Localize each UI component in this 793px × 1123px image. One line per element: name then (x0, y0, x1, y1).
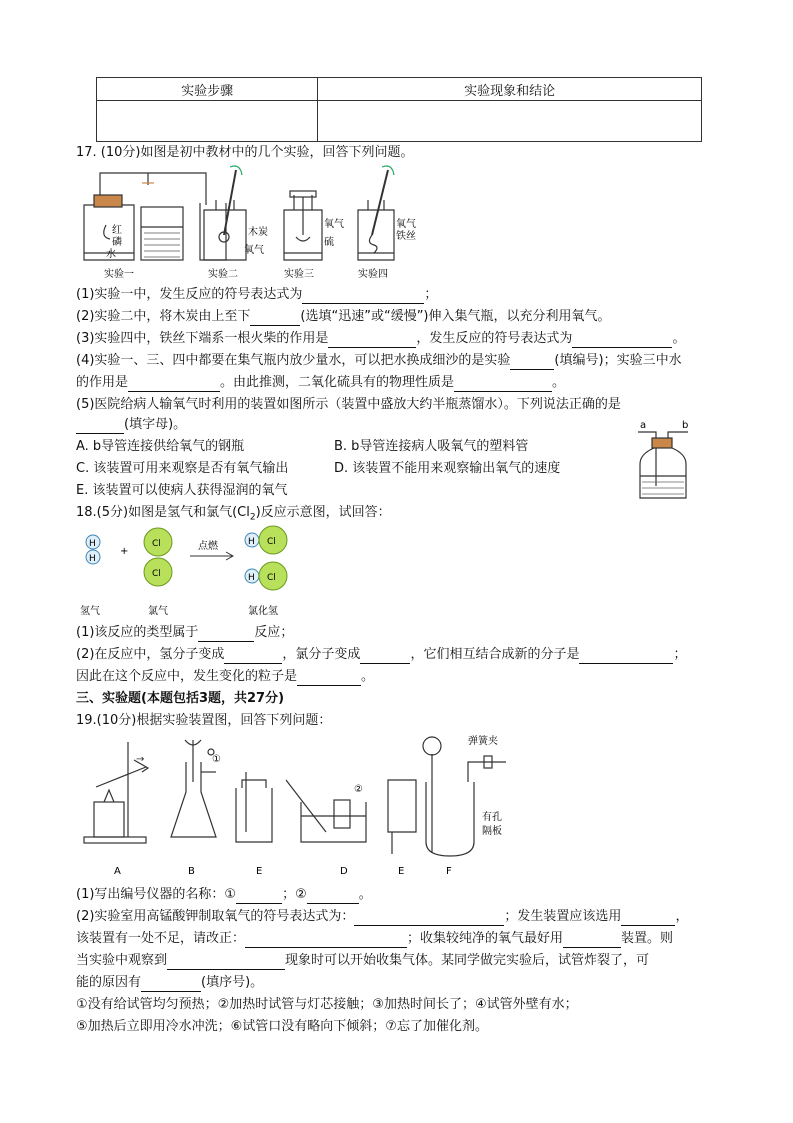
blank-q18-2a[interactable] (224, 649, 282, 664)
tube-b-label: b (682, 420, 689, 431)
instrument-mark-2: ② (354, 784, 363, 795)
q18-part3: 因此在这个反应中，发生变化的粒子是 。 (76, 669, 375, 684)
q19-part2: (2)实验室用高锰酸钾制取氧气的符号表达式为： ；发生装置应该选用 ， (76, 909, 689, 924)
q18-reaction-figure (76, 524, 316, 620)
svg-text:Cl: Cl (152, 569, 161, 579)
label-chlorine: 氯气 (148, 606, 168, 617)
q19-part4: 当实验中观察到 现象时可以开始收集气体。某同学做完实验后，试管炸裂了，可 (76, 953, 650, 968)
label-apparatus-d: D (340, 866, 348, 877)
svg-text:Cl: Cl (152, 539, 161, 549)
apparatus-b (171, 740, 216, 837)
blank-q19-1b[interactable] (307, 889, 359, 904)
steps-table (96, 77, 702, 142)
q17-option-e: E. 该装置可以使病人获得湿润的氧气 (76, 483, 288, 498)
table-header-observations: 实验现象和结论 (318, 78, 702, 101)
q19-part3: 该装置有一处不足，请改正： ；收集较纯净的氧气最好用 装置。则 (76, 931, 674, 946)
hydrogen-chloride-molecules (245, 526, 287, 590)
caption-experiment3: 实验三 (284, 269, 314, 280)
exp1-label-water: 水 (106, 249, 116, 260)
blank-q17-1[interactable] (302, 289, 424, 304)
blank-q19-3a[interactable] (245, 933, 407, 948)
q17-option-c: C. 该装置可用来观察是否有氧气输出 (76, 461, 289, 476)
q18-part2: (2)在反应中，氢分子变成 ，氯分子变成 ，它们相互结合成新的分子是 ； (76, 647, 687, 662)
svg-text:Cl: Cl (267, 537, 276, 547)
table-header-steps: 实验步骤 (97, 78, 318, 101)
ignition-label: 点燃 (198, 541, 218, 552)
svg-text:H: H (89, 539, 96, 549)
experiment2-apparatus (204, 166, 246, 260)
label-spring-clamp: 弹簧夹 (468, 736, 498, 747)
q17-option-d: D. 该装置不能用来观察输出氧气的速度 (334, 461, 561, 476)
label-apparatus-c: E (256, 866, 263, 877)
apparatus-e-gas-jar (388, 780, 416, 854)
caption-experiment1: 实验一 (104, 269, 134, 280)
exp3-label-sulfur: 硫 (324, 237, 334, 248)
table-cell-steps (97, 101, 318, 142)
exp2-label-charcoal: 木炭 (248, 227, 268, 238)
q17-part5-cont: (填字母)。 (76, 416, 186, 434)
svg-text:H: H (248, 537, 255, 547)
instrument-mark-1: ① (212, 754, 221, 765)
blank-q17-4b[interactable] (128, 377, 220, 392)
blank-q17-3b[interactable] (572, 333, 672, 348)
q19-reasons-1: ①没有给试管均匀预热；②加热时试管与灯芯接触；③加热时间长了；④试管外壁有水； (76, 997, 578, 1012)
caption-experiment2: 实验二 (208, 269, 238, 280)
q17-part1: (1)实验一中，发生反应的符号表达式为 ； (76, 287, 438, 302)
exp2-label-oxygen: 氧气 (244, 245, 264, 256)
blank-q17-4c[interactable] (454, 377, 552, 392)
experiment1-apparatus (84, 173, 226, 260)
exp3-label-oxygen: 氧气 (324, 219, 344, 230)
q17-part5: (5)医院给病人输氧气时利用的装置如图所示（装置中盛放大约半瓶蒸馏水）。下列说法正确的是 (76, 397, 621, 412)
q17-option-a: A. b导管连接供给氧气的钢瓶 (76, 439, 245, 454)
exp1-label-red: 红 (112, 225, 122, 236)
exp1-label-phosphorus: 磷 (112, 237, 122, 248)
section3-title: 三、实验题(本题包括3题，共27分) (76, 691, 285, 706)
label-hydrogen: 氢气 (80, 606, 100, 617)
blank-q18-1[interactable] (198, 627, 254, 642)
plus-sign: + (120, 546, 129, 557)
blank-q17-3a[interactable] (328, 333, 416, 348)
apparatus-a (84, 742, 148, 843)
blank-q19-5[interactable] (141, 977, 201, 992)
svg-text:H: H (89, 554, 96, 564)
label-apparatus-b: B (188, 866, 195, 877)
exp4-label-oxygen: 氧气 (396, 219, 416, 230)
q18-title: 18.(5分)如图是氢气和氯气$(Cl_2)$反应示意图，试回答： (76, 505, 391, 523)
label-apparatus-f: F (446, 866, 452, 877)
label-perforated-plate-2: 隔板 (482, 826, 502, 837)
blank-q18-3[interactable] (297, 671, 361, 686)
q19-apparatus-figure (76, 732, 526, 880)
experiment4-apparatus (358, 166, 394, 260)
blank-q19-4[interactable] (167, 955, 285, 970)
q19-title: 19.(10分)根据实验装置图，回答下列问题： (76, 713, 332, 728)
q18-part1: (1)该反应的类型属于 反应； (76, 625, 294, 640)
chlorine-molecule (144, 528, 172, 586)
svg-text:→: → (136, 754, 145, 765)
q17-part4: (4)实验一、三、四中都要在集气瓶内放少量水，可以把水换成细沙的是实验 (填编号)；实验三中水 (76, 353, 682, 368)
blank-q19-3b[interactable] (563, 933, 621, 948)
q19-part1: (1)写出编号仪器的名称：① ；② 。 (76, 887, 372, 902)
caption-experiment4: 实验四 (358, 269, 388, 280)
blank-q19-2b[interactable] (621, 911, 675, 926)
blank-q17-2[interactable] (250, 311, 300, 326)
q19-part5: 能的原因有 (填序号)。 (76, 975, 264, 990)
blank-q18-2b[interactable] (360, 649, 410, 664)
apparatus-e-bottle (236, 772, 272, 842)
q19-reasons-2: ⑤加热后立即用冷水冲洗；⑥试管口没有略向下倾斜；⑦忘了加催化剂。 (76, 1019, 488, 1034)
q17-part4-cont: 的作用是 。由此推测，二氧化硫具有的物理性质是 。 (76, 375, 566, 390)
q17-experiments-figure (76, 165, 421, 280)
label-hydrogen-chloride: 氯化氢 (248, 606, 278, 617)
apparatus-f-u-tube (423, 737, 506, 856)
blank-q17-4a[interactable] (510, 355, 554, 370)
blank-q19-1a[interactable] (236, 889, 282, 904)
label-perforated-plate-1: 有孔 (482, 812, 502, 823)
q17-part2: (2)实验二中，将木炭由上至下 (选填“迅速”或“缓慢”)伸入集气瓶，以充分利用氧气。 (76, 309, 611, 324)
humidifier-bottle-figure (632, 418, 694, 503)
hydrogen-molecule (86, 535, 100, 564)
svg-text:H: H (248, 573, 255, 583)
tube-a-label: a (640, 420, 647, 431)
q17-part3: (3)实验四中，铁丝下端系一根火柴的作用是 ，发生反应的符号表达式为 。 (76, 331, 686, 346)
q17-option-b: B. b导管连接病人吸氧气的塑料管 (334, 439, 529, 454)
q17-title: 17. (10分)如图是初中教材中的几个实验，回答下列问题。 (76, 145, 414, 160)
label-apparatus-a: A (114, 866, 121, 877)
exp4-label-wire: 铁丝 (396, 231, 416, 242)
table-cell-observations (318, 101, 702, 142)
svg-text:Cl: Cl (267, 573, 276, 583)
blank-q18-2c[interactable] (579, 649, 673, 664)
experiment3-apparatus (284, 191, 322, 260)
label-apparatus-e: E (398, 866, 405, 877)
blank-q19-2a[interactable] (354, 911, 504, 926)
blank-q17-5[interactable] (76, 419, 124, 434)
